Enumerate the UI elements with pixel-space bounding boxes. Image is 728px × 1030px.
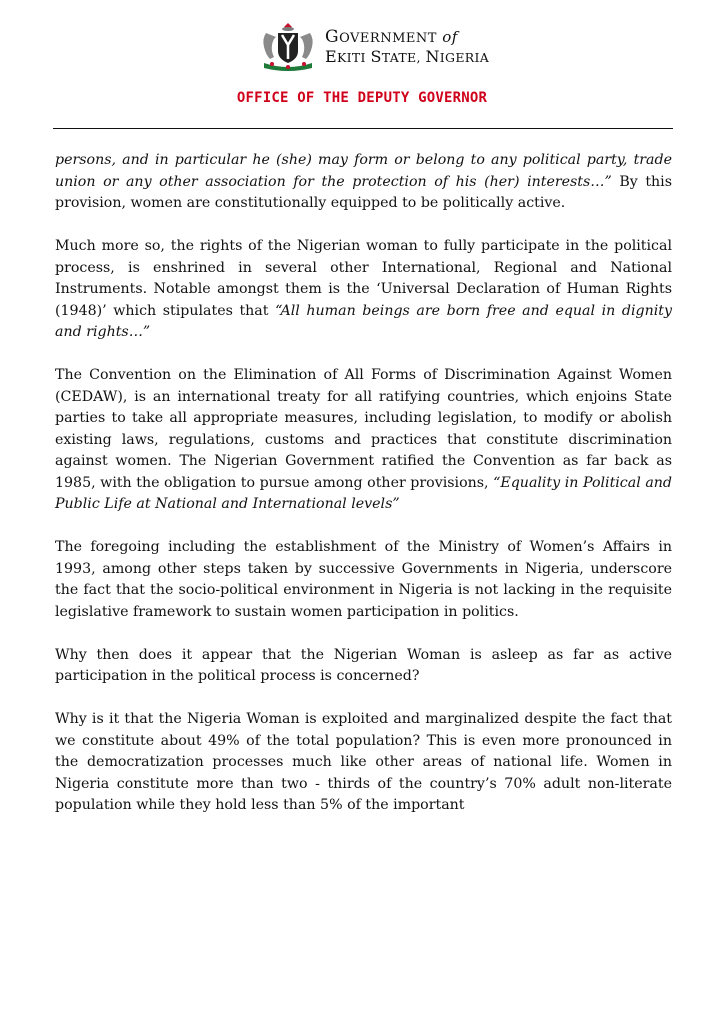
body-text: By this provision, women are constitutionally equipped to be politically active. [55,173,672,211]
government-line: GOVERNMENT of [325,27,458,47]
paragraph [55,365,672,516]
nigeria-coat-of-arms-icon [258,19,318,74]
paragraph: Why is it that the Nigeria Woman is exploited and marginalized despite the fact that we constitute about 49% of the total population? This is even more pronounced in the democratization processes much like other areas of national life. Women in Nigeria constitute more than two - thirds of the country’s 70% adult non-literate population while they hold less than 5% of the important [55,711,672,813]
paragraph: The foregoing including the establishment of the Ministry of Women’s Affairs in 1993, among other steps taken by successive Governments in Nigeria, underscore the fact that the socio-political environment in Nigeria is not lacking in the requisite legislative framework to sustain women participation in politics. [55,539,672,620]
paragraph [55,150,672,215]
body-text: The Convention on the Elimination of All Forms of Discrimination Against Women (CEDAW), is an international treaty for all ratifying countries, which enjoins State parties to take all appropriate measures, including legislation, to modify or abolish existing laws, regulations, customs and practices that constitute discrimination against women. The Nigerian Government ratified the Convention as far back as 1985, with the obligation to pursue among other provisions, [55,367,672,491]
header-divider [53,128,673,129]
paragraph [55,236,672,344]
document-body [55,150,672,817]
body-text: Much more so, the rights of the Nigerian woman to fully participate in the political process, is enshrined in several other International, Regional and National Instruments. Notable amongst them is the ‘Universal Declaration of Human Rights (1948)’ which stipulates that [55,238,672,319]
office-title: OFFICE OF THE DEPUTY GOVERNOR [236,90,488,106]
quote-text: persons, and in particular he (she) may form or belong to any political party, trade union or any other association for the protection of his (her) interests…” [55,152,672,190]
government-heading [325,28,489,67]
paragraph: Why then does it appear that the Nigerian Woman is asleep as far as active participation in the political process is concerned? [55,646,672,684]
state-line: EKITI STATE, NIGERIA [325,47,490,66]
quote-text: “All human beings are born free and equal in dignity and rights…” [55,302,672,340]
quote-text: “Equality in Political and Public Life at National and International levels” [55,474,672,512]
